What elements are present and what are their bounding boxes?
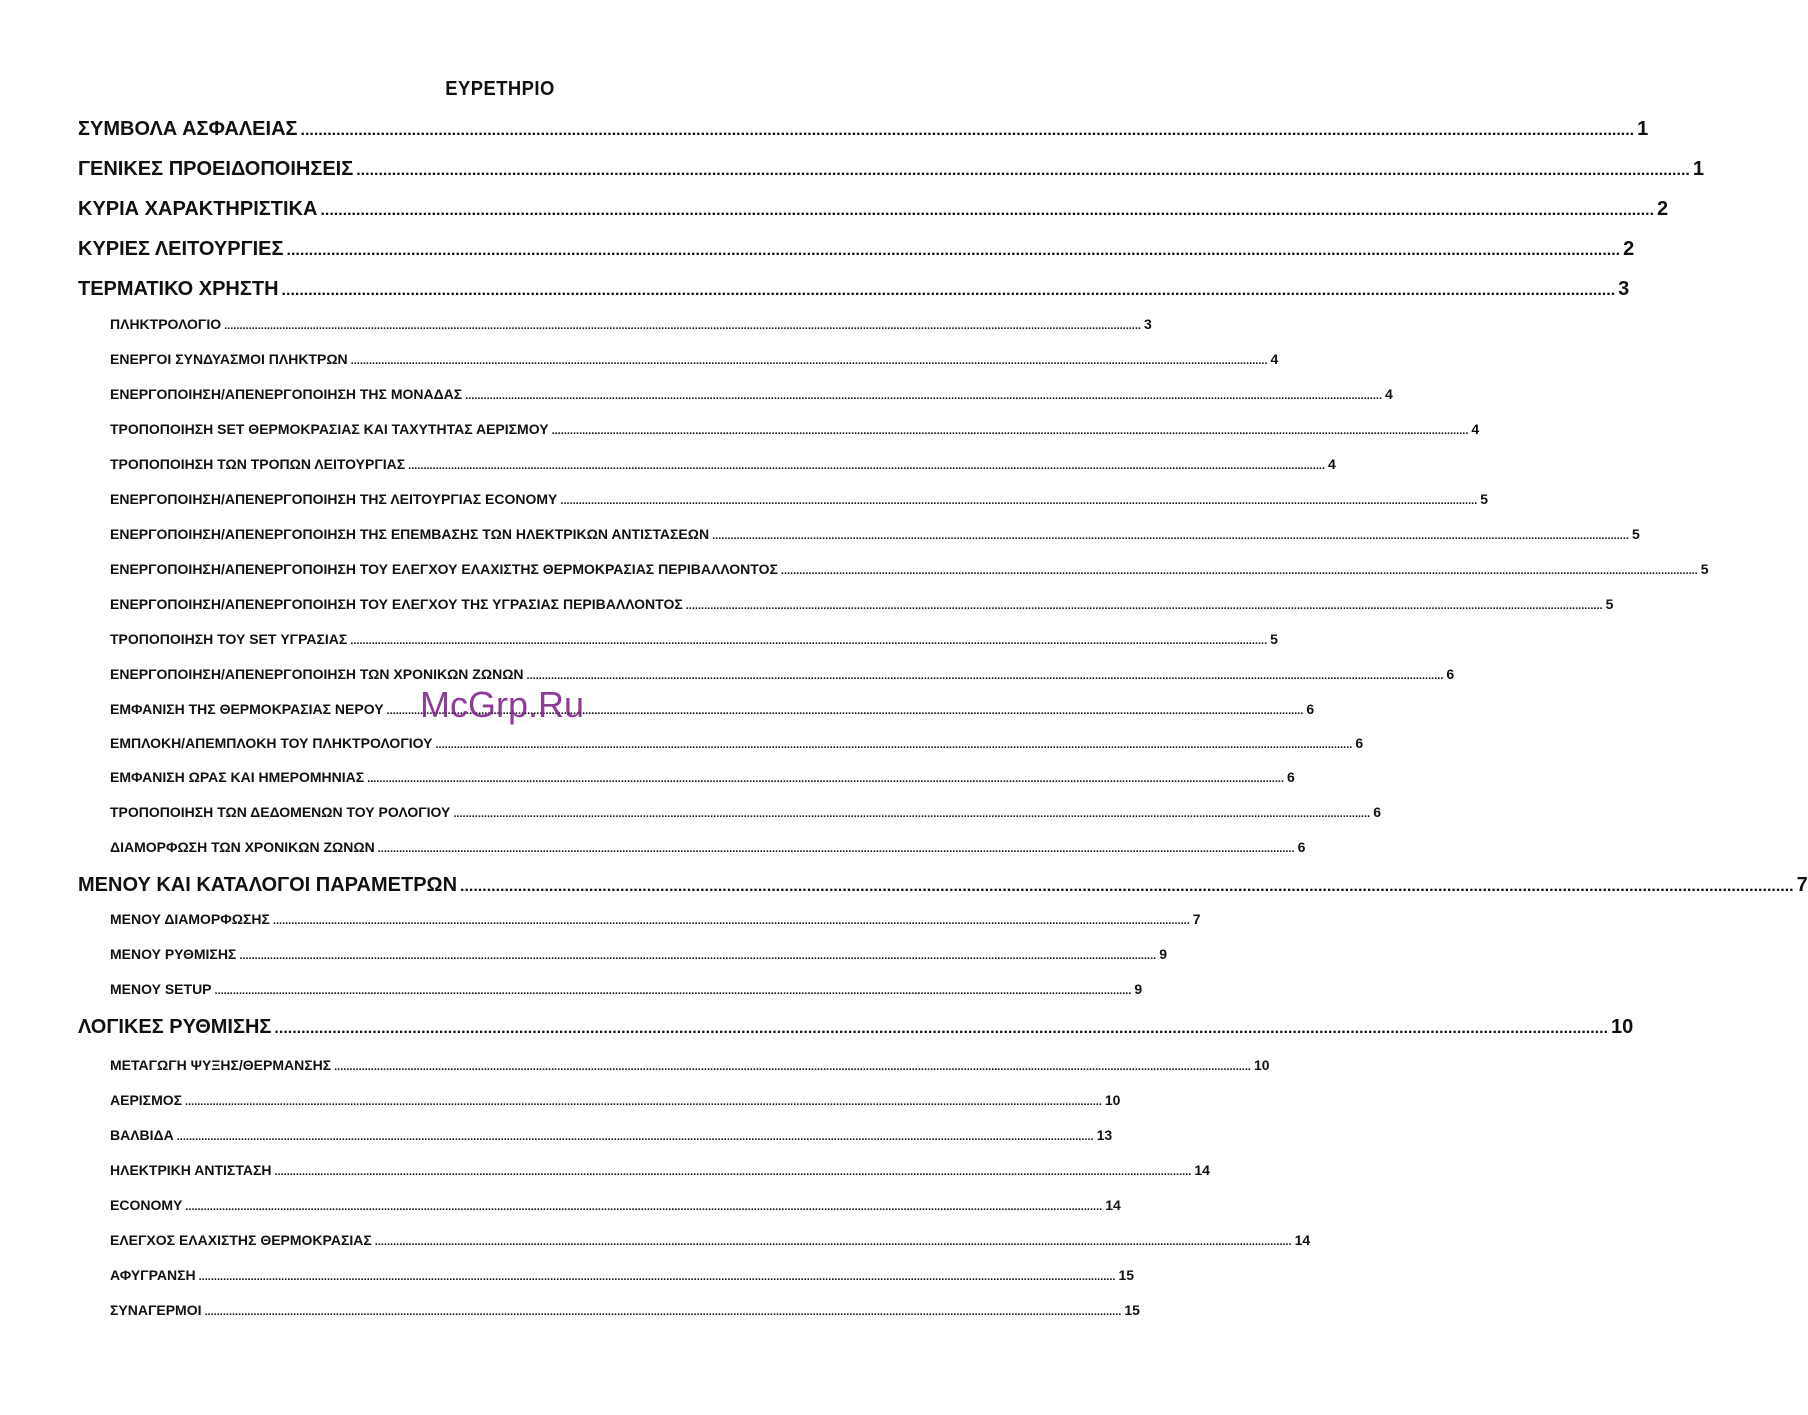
dot-leader: ............................................................................................................................................................................................................................................................................................................ [214,985,1132,997]
toc-entry-page-number: 15 [1124,1302,1140,1318]
toc-entry-page-number: 5 [1700,561,1709,577]
toc-entry-page-number: 15 [1118,1267,1135,1283]
dot-leader: ............................................................................................................................................................................................................................................................................................................ [320,202,1655,219]
toc-entry-label: ΤΡΟΠΟΠΟΙΗΣΗ SET ΘΕΡΜΟΚΡΑΣΙΑΣ ΚΑΙ ΤΑΧΥΤΗΤΑΣ ΑΕΡΙΣΜΟΥ [110,421,549,437]
toc-entry-label: ΜΕΝΟΥ SETUP [110,981,212,997]
toc-subsection-entry[interactable] [110,1162,1210,1178]
dot-leader: ............................................................................................................................................................................................................................................................................................................ [460,878,1794,895]
toc-entry-page-number: 2 [1623,238,1635,260]
dot-leader: ............................................................................................................................................................................................................................................................................................................ [224,320,1141,332]
toc-entry-label: ΣΥΝΑΓΕΡΜΟΙ [110,1302,202,1318]
toc-subsection-entry[interactable] [110,946,1167,962]
toc-subsection-entry[interactable] [110,666,1455,682]
toc-entry-page-number: 5 [1631,526,1640,542]
toc-entry-label: ΑΕΡΙΣΜΟΣ [110,1092,183,1108]
toc-entry-label: ΚΥΡΙΕΣ ΛΕΙΤΟΥΡΓΙΕΣ [78,238,284,260]
toc-entry-label: ΕΝΕΡΓΟΠΟΙΗΣΗ/ΑΠΕΝΕΡΓΟΠΟΙΗΣΗ ΤΟΥ ΕΛΕΓΧΟΥ ΤΗΣ ΥΓΡΑΣΙΑΣ ΠΕΡΙΒΑΛΛΟΝΤΟΣ [110,596,683,612]
toc-subsection-entry[interactable] [110,1197,1121,1213]
toc-entry-label: ΜΕΝΟΥ ΔΙΑΜΟΡΦΩΣΗΣ [110,911,270,927]
dot-leader: ............................................................................................................................................................................................................................................................................................................ [526,670,1444,682]
toc-entry-label: ΕΝΕΡΓΟΠΟΙΗΣΗ/ΑΠΕΝΕΡΓΟΠΟΙΗΣΗ ΤΟΥ ΕΛΕΓΧΟΥ ΕΛΑΧΙΣΤΗΣ ΘΕΡΜΟΚΡΑΣΙΑΣ ΠΕΡΙΒΑΛΛΟΝΤΟΣ [110,561,778,577]
toc-subsection-entry[interactable] [110,316,1152,332]
toc-entry-label: ΓΕΝΙΚΕΣ ΠΡΟΕΙΔΟΠΟΙΗΣΕΙΣ [78,158,354,180]
dot-leader: ............................................................................................................................................................................................................................................................................................................ [204,1306,1122,1318]
toc-subsection-entry[interactable] [110,1127,1113,1143]
dot-leader: ............................................................................................................................................................................................................................................................................................................ [185,1201,1103,1213]
toc-entry-label: ΜΕΝΟΥ ΚΑΙ ΚΑΤΑΛΟΓΟΙ ΠΑΡΑΜΕΤΡΩΝ [78,874,458,896]
toc-entry-page-number: 3 [1143,316,1152,332]
dot-leader: ............................................................................................................................................................................................................................................................................................................ [408,460,1326,472]
dot-leader: ............................................................................................................................................................................................................................................................................................................ [281,282,1616,299]
toc-entry-label: ΜΕΤΑΓΩΓΗ ΨΥΞΗΣ/ΘΕΡΜΑΝΣΗΣ [110,1057,332,1073]
dot-leader: ............................................................................................................................................................................................................................................................................................................ [465,390,1383,402]
toc-entry-page-number: 4 [1471,421,1480,437]
toc-section-entry[interactable] [78,118,1649,141]
dot-leader: ............................................................................................................................................................................................................................................................................................................ [386,705,1304,717]
toc-entry-page-number: 5 [1605,596,1614,612]
dot-leader: ............................................................................................................................................................................................................................................................................................................ [377,843,1295,855]
toc-subsection-entry[interactable] [110,491,1489,507]
toc-entry-label: ΤΡΟΠΟΠΟΙΗΣΗ ΤΩΝ ΔΕΔΟΜΕΝΩΝ ΤΟΥ ΡΟΛΟΓΙΟΥ [110,804,451,820]
toc-entry-label: ΠΛΗΚΤΡΟΛΟΓΙΟ [110,316,222,332]
dot-leader: ............................................................................................................................................................................................................................................................................................................ [334,1061,1251,1073]
toc-entry-label: ΗΛΕΚΤΡΙΚΗ ΑΝΤΙΣΤΑΣΗ [110,1162,272,1178]
toc-entry-label: ΤΕΡΜΑΤΙΚΟ ΧΡΗΣΤΗ [78,278,279,300]
toc-section-entry[interactable] [78,1016,1634,1039]
toc-entry-label: ΕΜΦΑΝΙΣΗ ΤΗΣ ΘΕΡΜΟΚΡΑΣΙΑΣ ΝΕΡΟΥ [110,701,384,717]
dot-leader: ............................................................................................................................................................................................................................................................................................................ [286,242,1621,259]
toc-subsection-entry[interactable] [110,804,1382,820]
dot-leader: ............................................................................................................................................................................................................................................................................................................ [685,600,1603,612]
dot-leader: ............................................................................................................................................................................................................................................................................................................ [185,1096,1102,1108]
toc-section-entry[interactable] [78,238,1635,261]
dot-leader: ............................................................................................................................................................................................................................................................................................................ [272,915,1190,927]
toc-entry-page-number: 9 [1159,946,1167,962]
toc-entry-page-number: 5 [1270,631,1278,647]
toc-entry-label: ΑΦΥΓΡΑΝΣΗ [110,1267,196,1283]
toc-entry-page-number: 4 [1328,456,1336,472]
toc-subsection-entry[interactable] [110,596,1614,612]
toc-subsection-entry[interactable] [110,735,1364,751]
dot-leader: ............................................................................................................................................................................................................................................................................................................ [374,1236,1292,1248]
toc-subsection-entry[interactable] [110,456,1336,472]
toc-entry-page-number: 6 [1373,804,1382,820]
dot-leader: ............................................................................................................................................................................................................................................................................................................ [780,565,1698,577]
toc-entry-label: ΛΟΓΙΚΕΣ ΡΥΘΜΙΣΗΣ [78,1016,272,1038]
dot-leader: ............................................................................................................................................................................................................................................................................................................ [350,355,1268,367]
toc-subsection-entry[interactable] [110,1232,1311,1248]
toc-entry-page-number: 13 [1096,1127,1113,1143]
toc-entry-label: ΕΝΕΡΓΟΠΟΙΗΣΗ/ΑΠΕΝΕΡΓΟΠΟΙΗΣΗ ΤΗΣ ΛΕΙΤΟΥΡΓΙΑΣ ECONOMY [110,491,558,507]
toc-entry-label: ΕΝΕΡΓΟΠΟΙΗΣΗ/ΑΠΕΝΕΡΓΟΠΟΙΗΣΗ ΤΩΝ ΧΡΟΝΙΚΩΝ ΖΩΝΩΝ [110,666,524,682]
toc-subsection-entry[interactable] [110,701,1315,717]
dot-leader: ............................................................................................................................................................................................................................................................................................................ [712,530,1629,542]
toc-entry-page-number: 6 [1297,839,1306,855]
toc-entry-page-number: 1 [1637,118,1649,140]
toc-entry-page-number: 4 [1270,351,1279,367]
toc-subsection-entry[interactable] [110,561,1709,577]
toc-subsection-entry[interactable] [110,386,1393,402]
toc-subsection-entry[interactable] [110,839,1306,855]
dot-leader: ............................................................................................................................................................................................................................................................................................................ [274,1020,1609,1037]
toc-entry-page-number: 4 [1385,386,1393,402]
watermark: McGrp.Ru [420,684,585,725]
toc-entry-label: ECONOMY [110,1197,183,1213]
toc-subsection-entry[interactable] [110,911,1201,927]
toc-entry-page-number: 7 [1796,874,1808,896]
toc-section-entry[interactable] [78,874,1808,897]
toc-subsection-entry[interactable] [110,351,1279,367]
toc-entry-page-number: 3 [1618,278,1630,300]
toc-entry-label: ΤΡΟΠΟΠΟΙΗΣΗ ΤΩΝ ΤΡΟΠΩΝ ΛΕΙΤΟΥΡΓΙΑΣ [110,456,406,472]
toc-entry-page-number: 2 [1657,198,1669,220]
toc-section-entry[interactable] [78,278,1630,301]
toc-subsection-entry[interactable] [110,981,1143,997]
toc-subsection-entry[interactable] [110,421,1480,437]
toc-subsection-entry[interactable] [110,1092,1121,1108]
toc-entry-label: ΜΕΝΟΥ ΡΥΘΜΙΣΗΣ [110,946,237,962]
dot-leader: ............................................................................................................................................................................................................................................................................................................ [560,495,1478,507]
dot-leader: ............................................................................................................................................................................................................................................................................................................ [453,808,1371,820]
toc-entry-page-number: 14 [1194,1162,1210,1178]
toc-subsection-entry[interactable] [110,631,1278,647]
toc-entry-page-number: 6 [1287,769,1295,785]
toc-subsection-entry[interactable] [110,769,1295,785]
toc-entry-page-number: 5 [1480,491,1489,507]
dot-leader: ............................................................................................................................................................................................................................................................................................................ [300,122,1635,139]
toc-entry-page-number: 7 [1192,911,1201,927]
toc-entry-label: ΕΝΕΡΓΟΙ ΣΥΝΔΥΑΣΜΟΙ ΠΛΗΚΤΡΩΝ [110,351,348,367]
toc-subsection-entry[interactable] [110,1302,1140,1318]
toc-entry-page-number: 6 [1355,735,1364,751]
dot-leader: ............................................................................................................................................................................................................................................................................................................ [239,950,1157,962]
toc-subsection-entry[interactable] [110,1267,1135,1283]
toc-entry-page-number: 10 [1253,1057,1270,1073]
toc-entry-label: ΔΙΑΜΟΡΦΩΣΗ ΤΩΝ ΧΡΟΝΙΚΩΝ ΖΩΝΩΝ [110,839,375,855]
toc-entry-page-number: 6 [1446,666,1455,682]
dot-leader: ............................................................................................................................................................................................................................................................................................................ [176,1131,1094,1143]
toc-entry-page-number: 10 [1611,1016,1634,1038]
toc-entry-page-number: 9 [1134,981,1143,997]
page-title: ΕΥΡΕΤΗΡΙΟ [445,78,555,100]
toc-entry-page-number: 14 [1294,1232,1311,1248]
toc-entry-label: ΕΜΠΛΟΚΗ/ΑΠΕΜΠΛΟΚΗ ΤΟΥ ΠΛΗΚΤΡΟΛΟΓΙΟΥ [110,735,433,751]
dot-leader: ............................................................................................................................................................................................................................................................................................................ [274,1166,1192,1178]
dot-leader: ............................................................................................................................................................................................................................................................................................................ [435,739,1353,751]
toc-entry-page-number: 14 [1105,1197,1121,1213]
toc-subsection-entry[interactable] [110,526,1640,542]
toc-entry-label: ΒΑΛΒΙΔΑ [110,1127,174,1143]
toc-subsection-entry[interactable] [110,1057,1270,1073]
toc-entry-label: ΕΛΕΓΧΟΣ ΕΛΑΧΙΣΤΗΣ ΘΕΡΜΟΚΡΑΣΙΑΣ [110,1232,372,1248]
dot-leader: ............................................................................................................................................................................................................................................................................................................ [350,635,1268,647]
dot-leader: ............................................................................................................................................................................................................................................................................................................ [367,773,1285,785]
dot-leader: ............................................................................................................................................................................................................................................................................................................ [551,425,1469,437]
toc-entry-page-number: 10 [1104,1092,1121,1108]
toc-section-entry[interactable] [78,198,1669,221]
toc-entry-page-number: 6 [1306,701,1315,717]
toc-entry-label: ΤΡΟΠΟΠΟΙΗΣΗ ΤΟΥ SET ΥΓΡΑΣΙΑΣ [110,631,348,647]
dot-leader: ............................................................................................................................................................................................................................................................................................................ [356,162,1690,179]
toc-entry-label: ΕΝΕΡΓΟΠΟΙΗΣΗ/ΑΠΕΝΕΡΓΟΠΟΙΗΣΗ ΤΗΣ ΜΟΝΑΔΑΣ [110,386,463,402]
toc-entry-label: ΚΥΡΙΑ ΧΑΡΑΚΤΗΡΙΣΤΙΚΑ [78,198,318,220]
toc-entry-label: ΣΥΜΒΟΛΑ ΑΣΦΑΛΕΙΑΣ [78,118,298,140]
toc-entry-label: ΕΜΦΑΝΙΣΗ ΩΡΑΣ ΚΑΙ ΗΜΕΡΟΜΗΝΙΑΣ [110,769,365,785]
toc-section-entry[interactable] [78,158,1704,181]
toc-entry-page-number: 1 [1692,158,1704,180]
dot-leader: ............................................................................................................................................................................................................................................................................................................ [198,1271,1116,1283]
toc-entry-label: ΕΝΕΡΓΟΠΟΙΗΣΗ/ΑΠΕΝΕΡΓΟΠΟΙΗΣΗ ΤΗΣ ΕΠΕΜΒΑΣΗΣ ΤΩΝ ΗΛΕΚΤΡΙΚΩΝ ΑΝΤΙΣΤΑΣΕΩΝ [110,526,710,542]
